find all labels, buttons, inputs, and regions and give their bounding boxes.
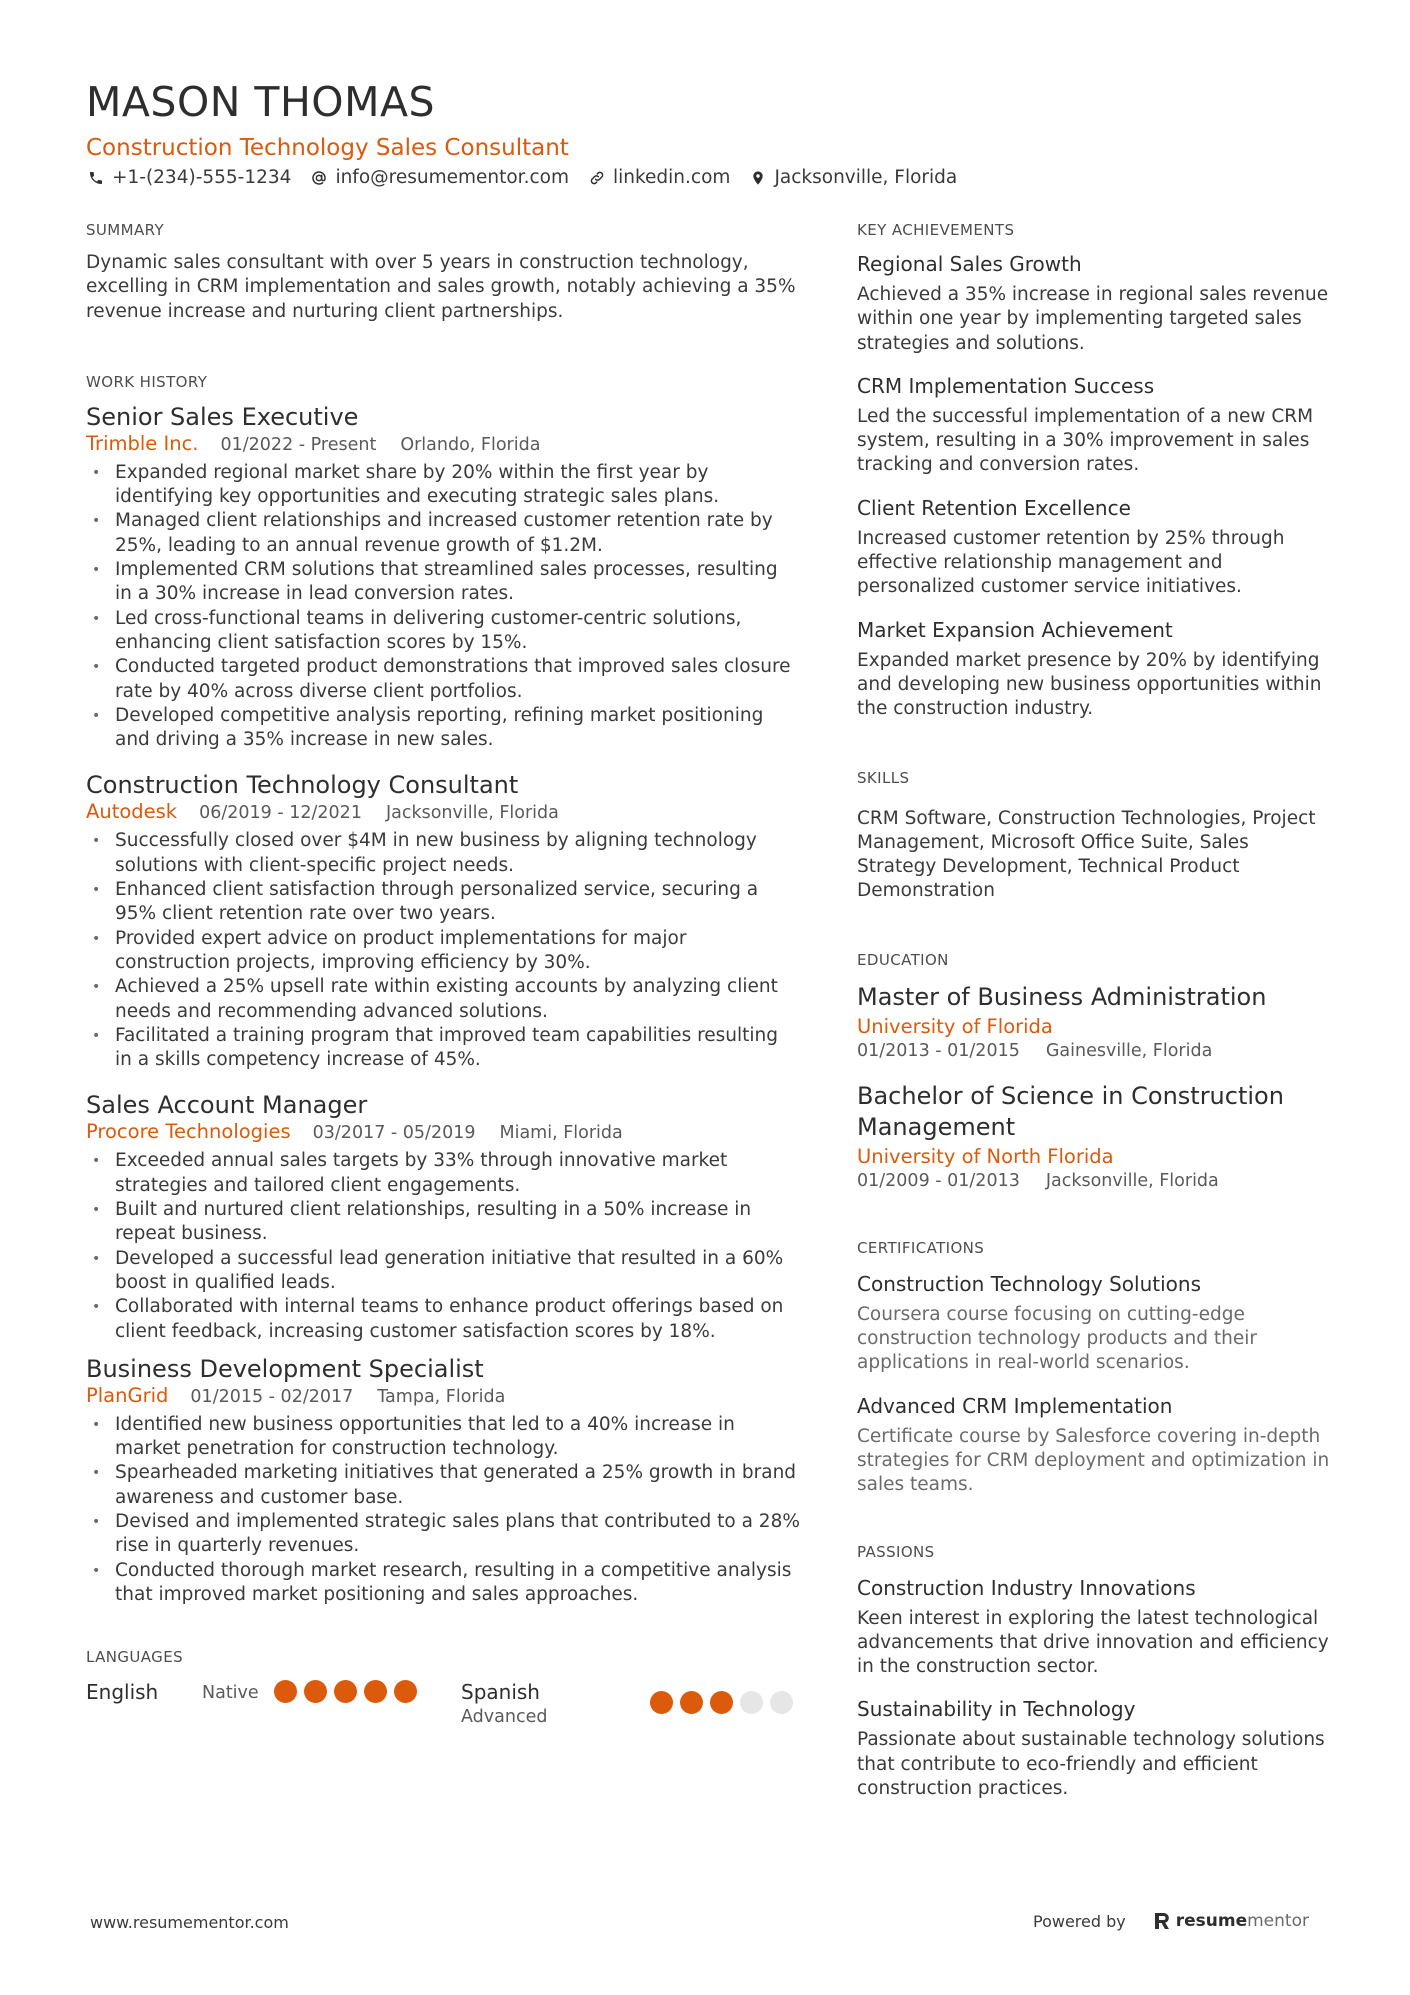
job-bullet: • Identified new business opportunities that led to a 40% increase in market penetration for construction technology. (86, 1413, 800, 1462)
achievement-text: Achieved a 35% increase in regional sales revenue within one year by implementing targeted sales strategies and solutions. (857, 284, 1329, 354)
job-bullets (86, 461, 800, 753)
job-meta (86, 1120, 800, 1145)
achievement-text: Led the successful implementation of a new CRM system, resulting in a 30% improvement in sales tracking and conversion rates. (857, 405, 1314, 476)
job-meta (86, 1384, 800, 1409)
language-name-block (461, 1679, 650, 1729)
job-dates: 01/2022 - Present (220, 434, 377, 455)
passion-text: Passionate about sustainable technology solutions that contribute to eco-friendly and efficient construction practices. (857, 1729, 1325, 1800)
contact-email (309, 166, 569, 190)
candidate-title: Construction Technology Sales Consultant (86, 135, 569, 161)
link-icon (587, 168, 607, 188)
job-bullet: • Conducted thorough market research, resulting in a competitive analysis that improved market positioning and sales approaches. (86, 1559, 800, 1608)
languages-section (86, 1647, 800, 1729)
passion-item (857, 1575, 1332, 1680)
achievement-item (857, 617, 1332, 722)
rating-dot-filled (680, 1691, 703, 1714)
passions-section (857, 1542, 1332, 1802)
certification-title: Advanced CRM Implementation (857, 1393, 1173, 1418)
job-bullet: • Spearheaded marketing initiatives that generated a 25% growth in brand awareness and customer base. (86, 1461, 800, 1510)
section-label-education: EDUCATION (857, 950, 949, 969)
education-school: University of North Florida (857, 1144, 1114, 1168)
rating-dot-filled (364, 1680, 387, 1703)
job-location: Orlando, Florida (400, 434, 541, 455)
job-bullet: • Developed a successful lead generation initiative that resulted in a 60% boost in qualified leads. (86, 1247, 800, 1296)
contact-location (748, 166, 957, 190)
education-location: Jacksonville, Florida (1045, 1170, 1219, 1191)
contact-email-text: info@resumementor.com (335, 167, 569, 188)
job-bullet: • Achieved a 25% upsell rate within existing accounts by analyzing client needs and recommending advanced solutions. (86, 975, 800, 1024)
resumementor-logo-icon (1154, 1912, 1170, 1930)
education-dates: 01/2013 - 01/2015 (857, 1040, 1020, 1061)
language-rating (274, 1679, 424, 1703)
rating-dot-filled (304, 1680, 327, 1703)
job-bullet: • Expanded regional market share by 20% within the first year by identifying key opportunities and executing strategic sales plans. (86, 461, 800, 510)
achievement-title: Client Retention Excellence (857, 495, 1131, 520)
achievement-title: CRM Implementation Success (857, 373, 1155, 398)
job-title: Senior Sales Executive (86, 402, 359, 431)
achievement-item (857, 373, 1332, 478)
job-bullet: • Facilitated a training program that improved team capabilities resulting in a skills competency increase of 45%. (86, 1024, 800, 1073)
contact-location-text: Jacksonville, Florida (774, 167, 958, 188)
contact-phone-text: +1-(234)-555-1234 (112, 167, 292, 188)
achievement-item (857, 495, 1332, 600)
at-icon (309, 168, 329, 188)
job-bullet: • Enhanced client satisfaction through personalized service, securing a 95% client retention rate over two years. (86, 878, 800, 927)
rating-dot-filled (334, 1680, 357, 1703)
job-entry (86, 402, 800, 753)
job-entry (86, 1354, 800, 1607)
job-bullets (86, 1149, 800, 1343)
job-bullets (86, 829, 800, 1072)
job-bullet: • Conducted targeted product demonstrations that improved sales closure rate by 40% across diverse client portfolios. (86, 655, 800, 704)
language-name: Spanish (461, 1680, 540, 1705)
passion-item (857, 1696, 1332, 1801)
section-label-passions: PASSIONS (857, 1542, 935, 1561)
education-meta (857, 1039, 1332, 1064)
job-company: Procore Technologies (86, 1120, 291, 1144)
language-level: Advanced (461, 1707, 548, 1728)
job-dates: 01/2015 - 02/2017 (190, 1386, 354, 1407)
rating-dot-filled (394, 1680, 417, 1703)
job-bullets (86, 1413, 800, 1607)
section-label-summary: SUMMARY (86, 221, 165, 239)
education-school: University of Florida (857, 1014, 1053, 1038)
key-achievements-section (857, 220, 1332, 722)
rating-dot-filled (710, 1691, 733, 1714)
job-bullet: • Managed client relationships and increased customer retention rate by 25%, leading to an annual revenue growth of $1.2M. (86, 509, 800, 558)
job-bullet: • Built and nurtured client relationships, resulting in a 50% increase in repeat business. (86, 1198, 800, 1247)
job-meta (86, 432, 800, 457)
language-item (461, 1679, 800, 1729)
summary-text: Dynamic sales consultant with over 5 years in construction technology, excelling in CRM implementation and sales growth, notably achieving a 35% revenue increase and nurturing client partnerships. (86, 252, 796, 322)
skills-section (857, 768, 1332, 904)
skills-text: CRM Software, Construction Technologies, Project Management, Microsoft Office Suite, Sales Strategy Development, Technical Product Demonstration (857, 807, 1316, 902)
section-label-languages: LANGUAGES (86, 1648, 184, 1667)
section-label-certifications: CERTIFICATIONS (857, 1238, 985, 1257)
rating-dot-empty (740, 1691, 763, 1714)
education-section (857, 950, 1332, 1194)
phone-icon (86, 168, 106, 188)
logo-text-mentor: mentor (1247, 1911, 1309, 1931)
job-company: PlanGrid (86, 1383, 169, 1407)
education-location: Gainesville, Florida (1045, 1040, 1213, 1061)
language-name: English (86, 1680, 159, 1705)
job-bullet: • Led cross-functional teams in delivering customer-centric solutions, enhancing client satisfaction scores by 15%. (86, 607, 800, 656)
left-column (86, 220, 800, 1729)
contact-bar (86, 166, 975, 190)
language-rating (650, 1679, 800, 1714)
achievement-item (857, 251, 1332, 356)
job-location: Tampa, Florida (377, 1386, 506, 1407)
job-entry (86, 770, 800, 1072)
certification-item (857, 1393, 1332, 1498)
job-company: Trimble Inc. (86, 431, 199, 455)
achievement-text: Expanded market presence by 20% by identifying and developing new business opportunities within the construction industry. (857, 649, 1322, 720)
education-meta (857, 1169, 1332, 1194)
rating-dot-filled (650, 1691, 673, 1714)
summary-section (86, 220, 800, 324)
job-location: Miami, Florida (499, 1123, 623, 1144)
job-bullet: • Implemented CRM solutions that streamlined sales processes, resulting in a 30% increase in lead conversion rates. (86, 558, 800, 607)
job-title: Construction Technology Consultant (86, 771, 519, 800)
achievement-title: Regional Sales Growth (857, 252, 1082, 276)
rating-dot-empty (770, 1691, 793, 1714)
location-pin-icon (748, 168, 768, 188)
job-bullet: • Collaborated with internal teams to enhance product offerings based on client feedback, increasing customer satisfaction scores by 18%. (86, 1295, 800, 1344)
section-label-key-achievements: KEY ACHIEVEMENTS (857, 221, 1015, 239)
job-title: Business Development Specialist (86, 1354, 484, 1383)
certifications-section (857, 1238, 1332, 1498)
education-dates: 01/2009 - 01/2013 (857, 1170, 1020, 1191)
education-degree: Master of Business Administration (857, 982, 1267, 1011)
certification-title: Construction Technology Solutions (857, 1271, 1201, 1296)
job-bullet: • Developed competitive analysis reporting, refining market positioning and driving a 35% increase in new sales. (86, 704, 800, 753)
powered-by (1033, 1911, 1309, 1931)
resumementor-logo[interactable] (1154, 1911, 1309, 1931)
passion-title: Sustainability in Technology (857, 1697, 1136, 1722)
footer-url[interactable]: www.resumementor.com (90, 1913, 289, 1932)
job-dates: 06/2019 - 12/2021 (199, 803, 362, 824)
job-entry (86, 1090, 800, 1343)
job-company: Autodesk (86, 800, 178, 824)
job-meta (86, 800, 800, 825)
job-bullet: • Exceeded annual sales targets by 33% through innovative market strategies and tailored client engagements. (86, 1149, 800, 1198)
logo-text-resume: resume (1175, 1911, 1248, 1931)
education-item (857, 1081, 1332, 1194)
contact-linkedin-text: linkedin.com (612, 167, 731, 188)
section-label-skills: SKILLS (857, 768, 910, 787)
passion-text: Keen interest in exploring the latest technological advancements that drive innovation and efficiency in the construction sector. (857, 1607, 1329, 1678)
work-history-section (86, 372, 800, 1607)
job-location: Jacksonville, Florida (385, 803, 559, 824)
right-column (857, 220, 1332, 1801)
language-level: Native (202, 1683, 259, 1704)
languages-row (86, 1679, 800, 1729)
achievement-title: Market Expansion Achievement (857, 617, 1173, 642)
job-dates: 03/2017 - 05/2019 (312, 1123, 476, 1144)
job-bullet: • Provided expert advice on product implementations for major construction projects, improving efficiency by 30%. (86, 927, 800, 976)
language-item (86, 1679, 461, 1705)
education-item (857, 982, 1332, 1064)
contact-phone (86, 166, 291, 190)
certification-item (857, 1271, 1332, 1376)
passion-title: Construction Industry Innovations (857, 1575, 1196, 1600)
section-label-work-history: WORK HISTORY (86, 372, 208, 391)
powered-by-label: Powered by (1033, 1911, 1126, 1931)
rating-dot-filled (274, 1680, 297, 1703)
job-bullet: • Devised and implemented strategic sales plans that contributed to a 28% rise in quarterly revenues. (86, 1510, 800, 1559)
education-degree: Bachelor of Science in Construction Management (857, 1081, 1284, 1141)
certification-text: Coursera course focusing on cutting-edge construction technology products and their applications in real-world scenarios. (857, 1303, 1257, 1374)
achievement-text: Increased customer retention by 25% through effective relationship management and personalized customer service initiatives. (857, 527, 1285, 598)
job-bullet: • Successfully closed over $4M in new business by aligning technology solutions with client-specific project needs. (86, 829, 800, 878)
contact-linkedin (587, 166, 730, 190)
job-title: Sales Account Manager (86, 1091, 368, 1120)
candidate-name: MASON THOMAS (86, 78, 436, 126)
certification-text: Certificate course by Salesforce covering in-depth strategies for CRM deployment and optimization in sales teams. (857, 1425, 1330, 1496)
